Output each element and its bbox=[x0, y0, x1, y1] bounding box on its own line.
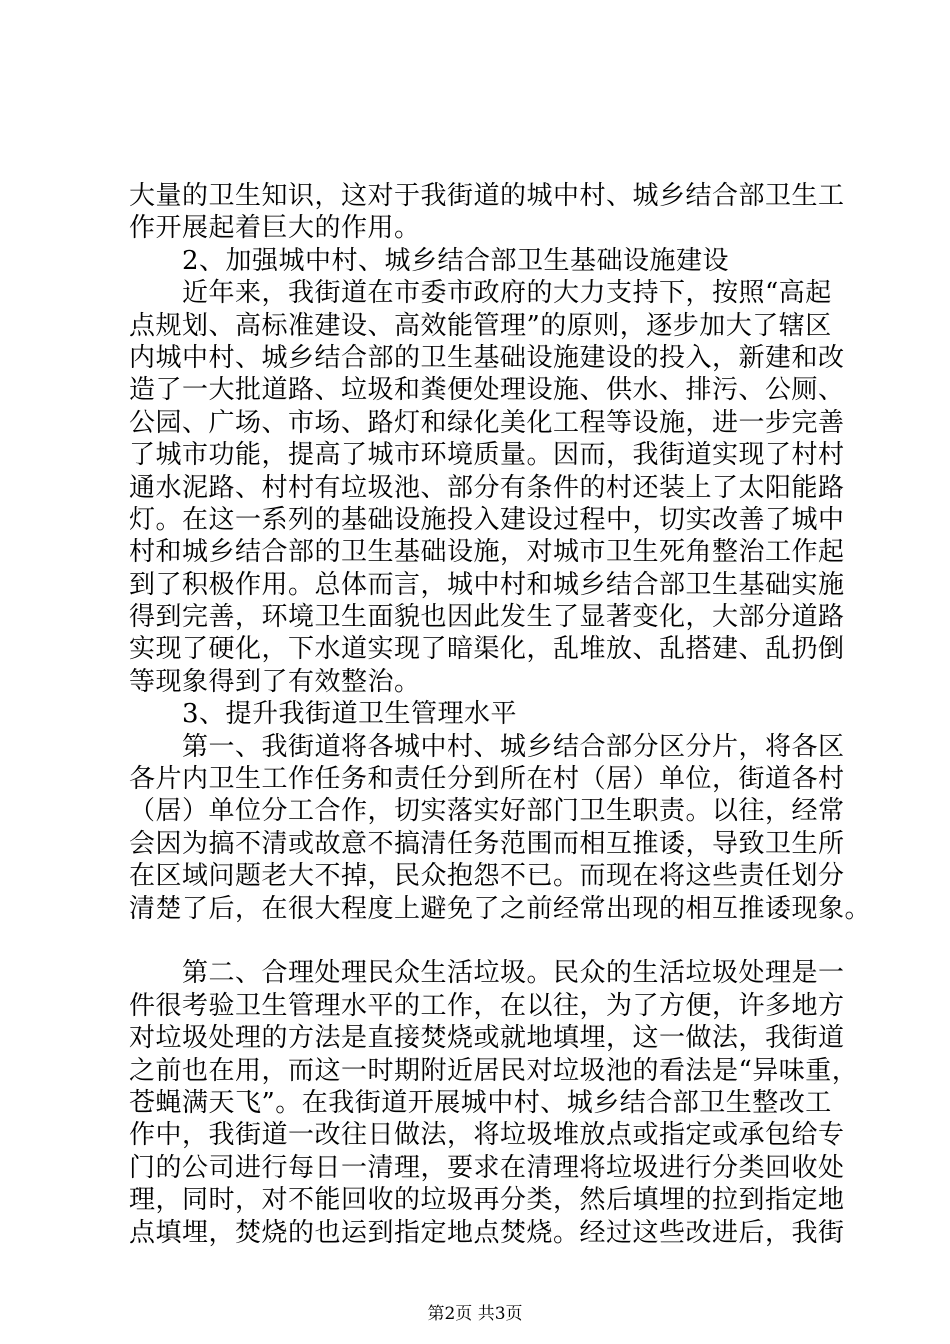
text-line: 3、提升我街道卫生管理水平 bbox=[129, 699, 518, 730]
text-line: 理，同时，对不能回收的垃圾再分类，然后填埋的拉到指定地 bbox=[129, 1185, 845, 1216]
text-line: 作中，我街道一改往日做法，将垃圾堆放点或指定或承包给专 bbox=[129, 1120, 845, 1151]
text-line: 苍蝇满天飞”。在我街道开展城中村、城乡结合部卫生整改工 bbox=[129, 1087, 832, 1118]
text-line: 第一、我街道将各城中村、城乡结合部分区分片，将各区 bbox=[129, 731, 845, 762]
text-line: 对垃圾处理的方法是直接焚烧或就地填埋，这一做法，我街道 bbox=[129, 1023, 845, 1054]
text-line: 了城市功能，提高了城市环境质量。因而，我街道实现了村村 bbox=[129, 440, 845, 471]
text-line: （居）单位分工合作，切实落实好部门卫生职责。以往，经常 bbox=[129, 796, 845, 827]
text-line: 村和城乡结合部的卫生基础设施，对城市卫生死角整治工作起 bbox=[129, 537, 845, 568]
blank-line bbox=[129, 925, 849, 957]
text-line: 第二、合理处理民众生活垃圾。民众的生活垃圾处理是一 bbox=[129, 958, 845, 989]
text-line: 件很考验卫生管理水平的工作，在以往，为了方便，许多地方 bbox=[129, 990, 845, 1021]
text-line: 等现象得到了有效整治。 bbox=[129, 666, 421, 697]
text-line: 近年来，我街道在市委市政府的大力支持下，按照“高起 bbox=[129, 278, 832, 309]
page-footer: 第2页 共3页 bbox=[427, 1304, 523, 1324]
text-line: 实现了硬化，下水道实现了暗渠化，乱堆放、乱搭建、乱扔倒 bbox=[129, 634, 845, 665]
text-line: 公园、广场、市场、路灯和绿化美化工程等设施，进一步完善 bbox=[129, 407, 845, 438]
text-line: 会因为搞不清或故意不搞清任务范围而相互推诿，导致卫生所 bbox=[129, 828, 845, 859]
text-line: 2、加强城中村、城乡结合部卫生基础设施建设 bbox=[129, 245, 730, 276]
text-line: 清楚了后，在很大程度上避免了之前经常出现的相互推诿现象。 bbox=[129, 893, 872, 924]
text-line: 到了积极作用。总体而言，城中村和城乡结合部卫生基础实施 bbox=[129, 569, 845, 600]
text-line: 点填埋，焚烧的也运到指定地点焚烧。经过这些改进后，我街 bbox=[129, 1217, 845, 1248]
document-body bbox=[129, 180, 872, 1249]
text-line: 通水泥路、村村有垃圾池、部分有条件的村还装上了太阳能路 bbox=[129, 472, 845, 503]
text-line: 点规划、高标准建设、高效能管理”的原则，逐步加大了辖区 bbox=[129, 310, 832, 341]
text-line: 得到完善，环境卫生面貌也因此发生了显著变化，大部分道路 bbox=[129, 602, 845, 633]
text-line: 各片内卫生工作任务和责任分到所在村（居）单位，街道各村 bbox=[129, 764, 845, 795]
text-line: 作开展起着巨大的作用。 bbox=[129, 213, 421, 244]
text-line: 大量的卫生知识，这对于我街道的城中村、城乡结合部卫生工 bbox=[129, 181, 845, 211]
text-line: 门的公司进行每日一清理，要求在清理将垃圾进行分类回收处 bbox=[129, 1152, 845, 1183]
text-line: 在区域问题老大不掉，民众抱怨不已。而现在将这些责任划分 bbox=[129, 861, 845, 892]
text-line: 之前也在用，而这一时期附近居民对垃圾池的看法是“异味重， bbox=[129, 1055, 859, 1086]
text-line: 灯。在这一系列的基础设施投入建设过程中，切实改善了城中 bbox=[129, 504, 845, 535]
text-line: 造了一大批道路、垃圾和粪便处理设施、供水、排污、公厕、 bbox=[129, 375, 845, 406]
text-line: 内城中村、城乡结合部的卫生基础设施建设的投入，新建和改 bbox=[129, 342, 845, 373]
